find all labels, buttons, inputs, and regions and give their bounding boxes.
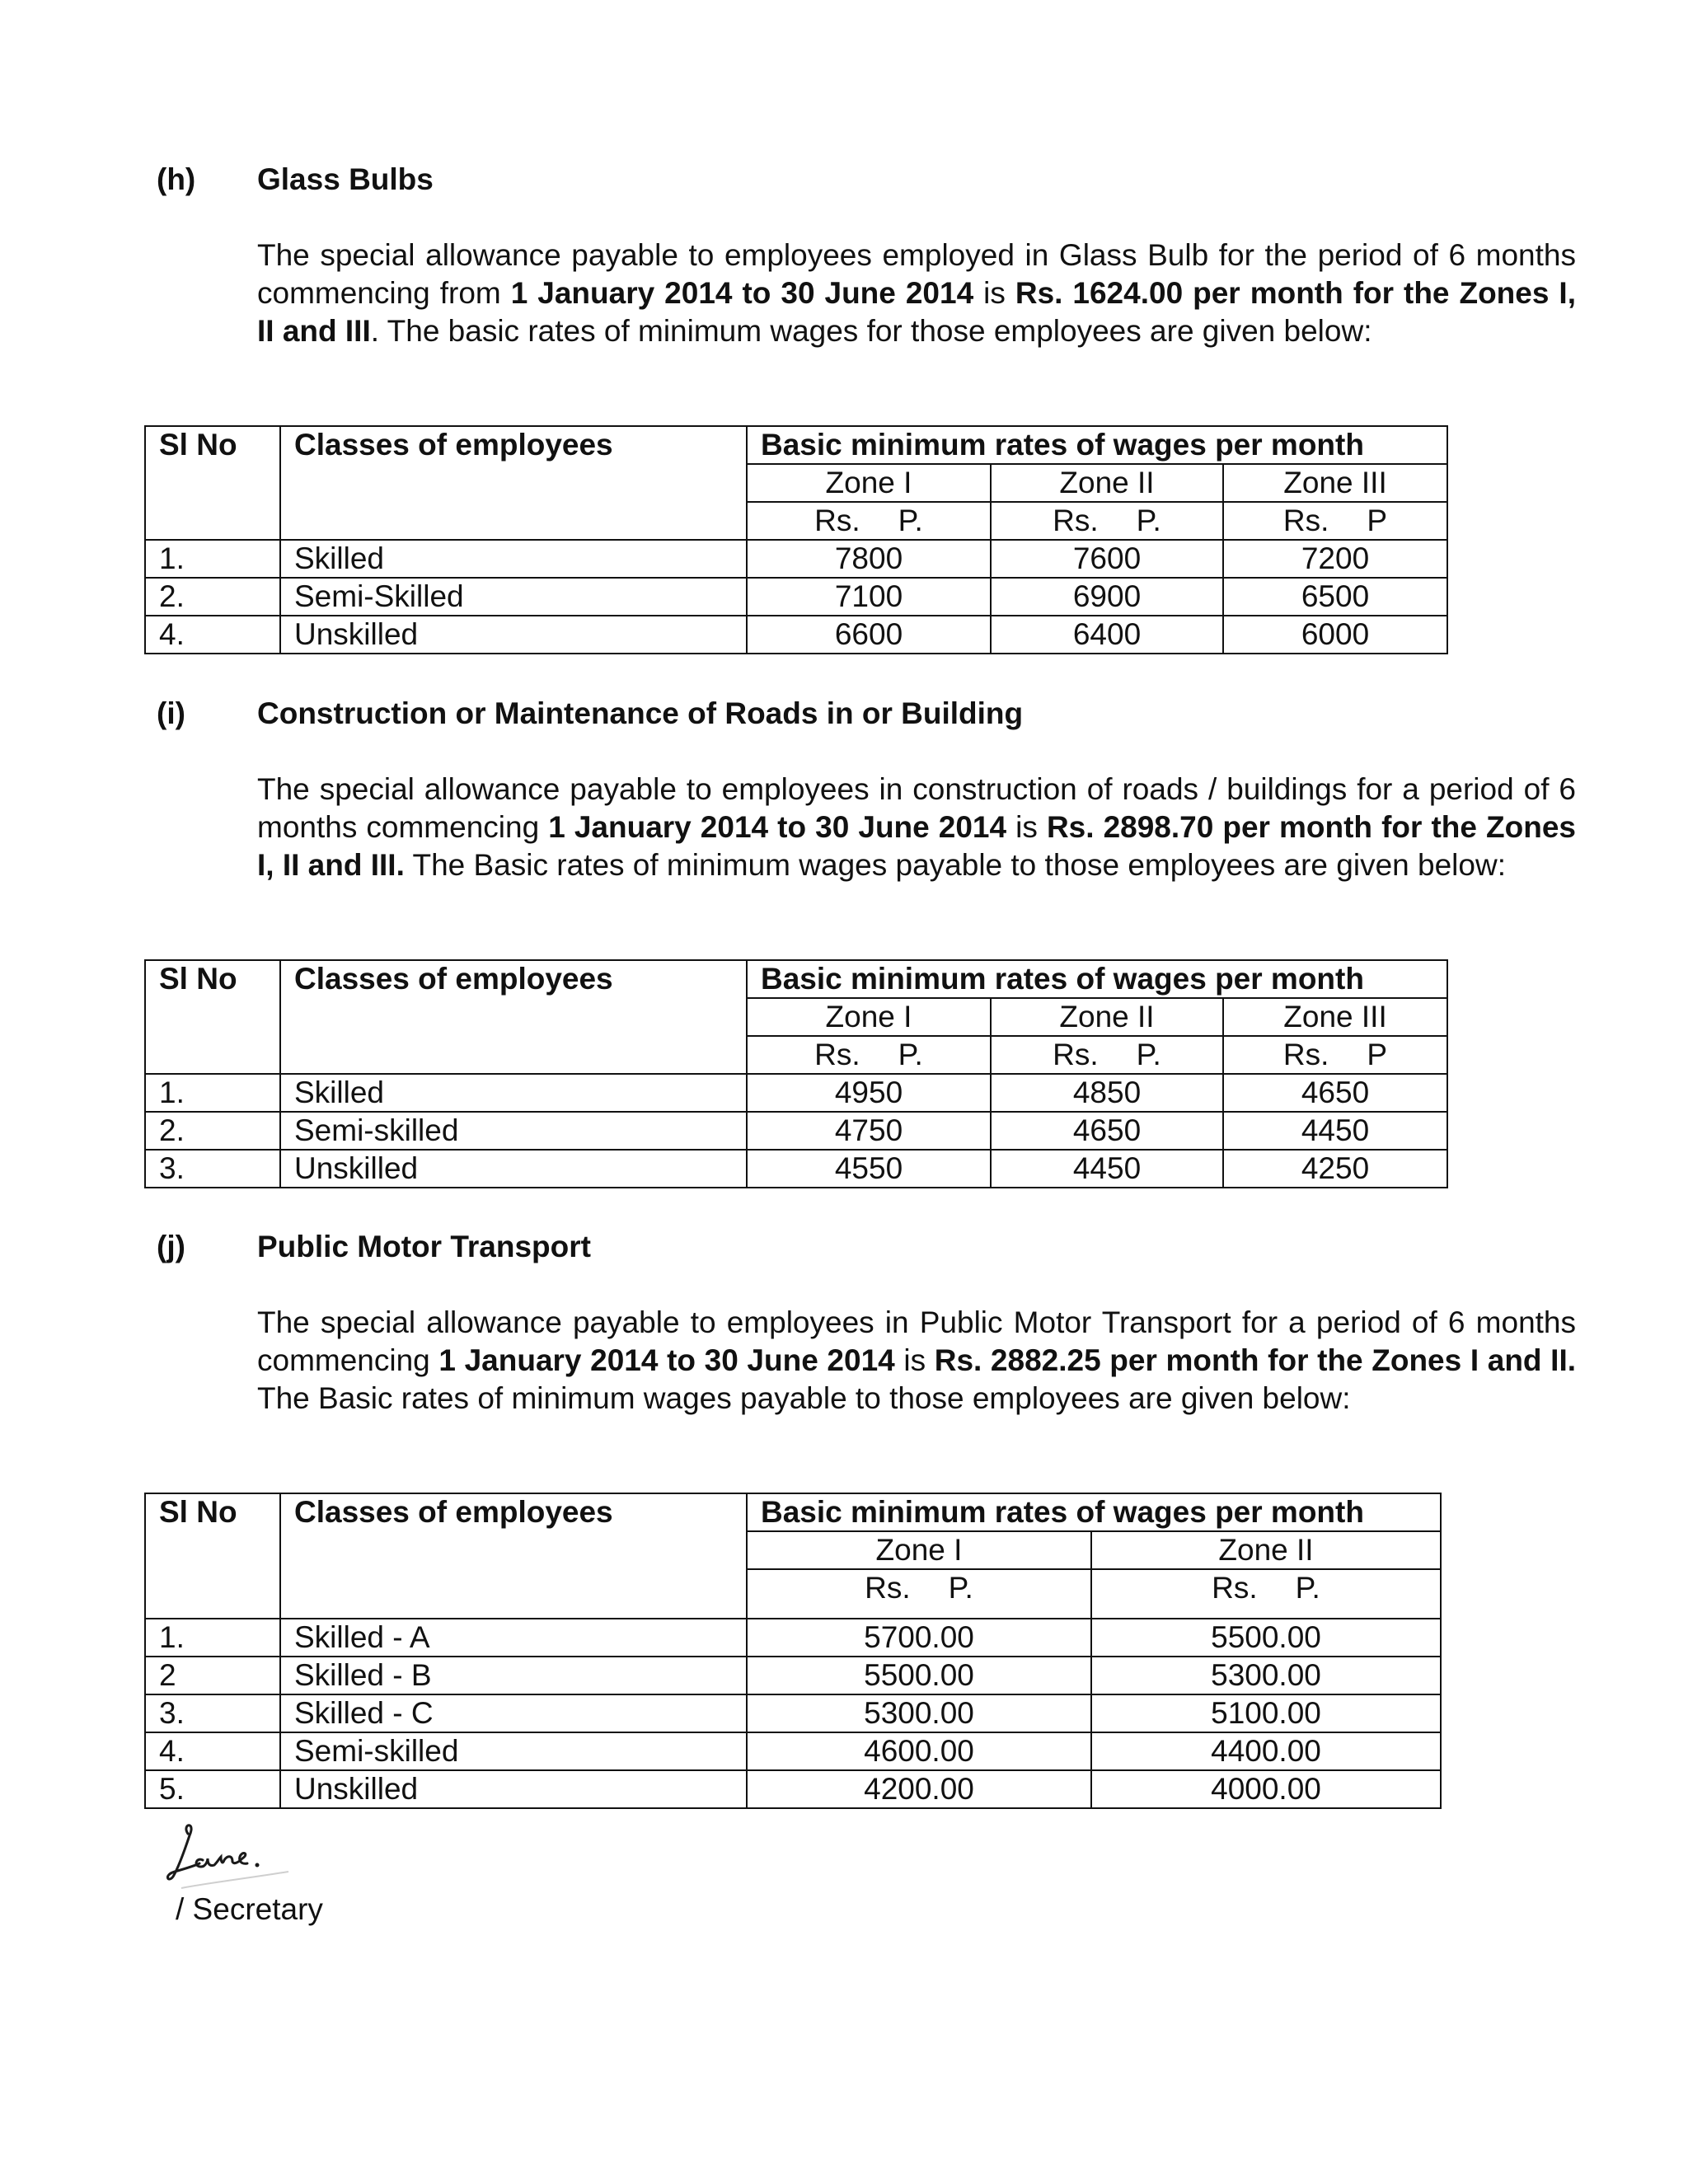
unit-p: P. [948, 1571, 973, 1605]
employee-class: Skilled - A [280, 1619, 747, 1657]
row-number: 4. [145, 616, 280, 654]
row-number: 1. [145, 1074, 280, 1112]
table-row [145, 1150, 1447, 1188]
wage-value: 6500 [1223, 578, 1447, 616]
row-number: 2. [145, 578, 280, 616]
wage-value: 4250 [1223, 1150, 1447, 1188]
wage-value: 5300.00 [1091, 1657, 1441, 1694]
unit-header [747, 1036, 991, 1074]
table-row [145, 578, 1447, 616]
row-number: 1. [145, 1619, 280, 1657]
employee-class: Unskilled [280, 1150, 747, 1188]
bold-text-run: 1 January 2014 to 30 June 2014 [438, 1343, 895, 1377]
row-number: 5. [145, 1770, 280, 1808]
wage-value: 4750 [747, 1112, 991, 1150]
row-number: 1. [145, 540, 280, 578]
unit-p: P [1367, 1038, 1388, 1071]
table-row [145, 1112, 1447, 1150]
signature-scrawl [157, 1817, 305, 1900]
wage-value: 4200.00 [747, 1770, 1091, 1808]
table-row [145, 616, 1447, 654]
section-paragraph [257, 1304, 1576, 1418]
table-row [145, 540, 1447, 578]
unit-header [1091, 1569, 1441, 1619]
employee-class: Semi-skilled [280, 1112, 747, 1150]
text-run: is [973, 276, 1015, 310]
section-letter: (h) [157, 162, 196, 196]
bold-text-run: Rs. 2898.70 per month for the Zones I, II and III. [257, 810, 1576, 882]
unit-p: P. [1295, 1571, 1320, 1605]
unit-p: P. [898, 1038, 923, 1071]
employee-class: Unskilled [280, 1770, 747, 1808]
section-letter: (i) [157, 696, 185, 730]
wage-value: 5500.00 [1091, 1619, 1441, 1657]
unit-rs: Rs. [814, 504, 860, 537]
row-number: 2 [145, 1657, 280, 1694]
column-header-classes: Classes of employees [280, 426, 747, 540]
zone-header: Zone II [991, 998, 1223, 1036]
column-header-rates: Basic minimum rates of wages per month [747, 1493, 1441, 1531]
zone-header: Zone II [1091, 1531, 1441, 1569]
zone-header: Zone III [1223, 998, 1447, 1036]
wage-value: 5300.00 [747, 1694, 1091, 1732]
unit-p: P. [1136, 504, 1161, 537]
unit-header [1223, 1036, 1447, 1074]
text-run: . The basic rates of minimum wages for those employees are given below: [370, 314, 1372, 348]
unit-rs: Rs. [1282, 1038, 1329, 1071]
unit-header [991, 502, 1223, 540]
unit-header [991, 1036, 1223, 1074]
section-paragraph [257, 237, 1576, 350]
column-header-sl-no: Sl No [145, 1493, 280, 1619]
column-header-rates: Basic minimum rates of wages per month [747, 960, 1447, 998]
row-number: 4. [145, 1732, 280, 1770]
column-header-rates: Basic minimum rates of wages per month [747, 426, 1447, 464]
wage-value: 5500.00 [747, 1657, 1091, 1694]
text-run: is [1006, 810, 1047, 844]
wage-value: 4000.00 [1091, 1770, 1441, 1808]
wage-value: 5100.00 [1091, 1694, 1441, 1732]
section-paragraph [257, 771, 1576, 884]
column-header-sl-no: Sl No [145, 426, 280, 540]
unit-header [747, 1569, 1091, 1619]
column-header-sl-no: Sl No [145, 960, 280, 1074]
wage-value: 7100 [747, 578, 991, 616]
wage-value: 7600 [991, 540, 1223, 578]
zone-header: Zone III [1223, 464, 1447, 502]
wages-table [144, 959, 1448, 1188]
section-title: Construction or Maintenance of Roads in or Building [257, 696, 1024, 730]
bold-text-run: Rs. 2882.25 per month for the Zones I and II. [934, 1343, 1577, 1377]
wage-value: 6600 [747, 616, 991, 654]
text-run: The Basic rates of minimum wages payable to those employees are given below: [257, 1381, 1351, 1415]
unit-rs: Rs. [1282, 504, 1329, 537]
unit-rs: Rs. [814, 1038, 860, 1071]
unit-p: P [1367, 504, 1388, 537]
wage-value: 4950 [747, 1074, 991, 1112]
wage-value: 4450 [991, 1150, 1223, 1188]
wages-table [144, 425, 1448, 654]
bold-text-run: 1 January 2014 to 30 June 2014 [510, 276, 974, 310]
signature-designation: / Secretary [176, 1892, 323, 1926]
table-row [145, 1732, 1441, 1770]
employee-class: Semi-Skilled [280, 578, 747, 616]
row-number: 2. [145, 1112, 280, 1150]
unit-rs: Rs. [1212, 1571, 1258, 1605]
wage-value: 6900 [991, 578, 1223, 616]
column-header-classes: Classes of employees [280, 1493, 747, 1619]
table-row [145, 1074, 1447, 1112]
unit-rs: Rs. [1053, 1038, 1099, 1071]
row-number: 3. [145, 1150, 280, 1188]
unit-header [747, 502, 991, 540]
wage-value: 4450 [1223, 1112, 1447, 1150]
wage-value: 7800 [747, 540, 991, 578]
text-run: The special allowance payable to employees in Public Motor Transport for a period of 6 months commencing [257, 1305, 1576, 1377]
text-run: The special allowance payable to employees in construction of roads / buildings for a period of 6 months commencing [257, 772, 1576, 844]
section-letter: (j) [157, 1230, 185, 1263]
text-run: The special allowance payable to employees employed in Glass Bulb for the period of 6 months commencing from [257, 238, 1576, 310]
section-title: Glass Bulbs [257, 162, 434, 196]
unit-header [1223, 502, 1447, 540]
employee-class: Skilled [280, 540, 747, 578]
zone-header: Zone I [747, 998, 991, 1036]
bold-text-run: 1 January 2014 to 30 June 2014 [548, 810, 1007, 844]
wage-value: 6000 [1223, 616, 1447, 654]
text-run: is [894, 1343, 935, 1377]
table-row [145, 1694, 1441, 1732]
wage-value: 7200 [1223, 540, 1447, 578]
wage-value: 4650 [991, 1112, 1223, 1150]
column-header-classes: Classes of employees [280, 960, 747, 1074]
row-number: 3. [145, 1694, 280, 1732]
section-title: Public Motor Transport [257, 1230, 591, 1263]
employee-class: Unskilled [280, 616, 747, 654]
employee-class: Skilled - C [280, 1694, 747, 1732]
table-row [145, 1770, 1441, 1808]
unit-rs: Rs. [865, 1571, 911, 1605]
table-row [145, 1619, 1441, 1657]
zone-header: Zone II [991, 464, 1223, 502]
wages-table [144, 1493, 1442, 1809]
employee-class: Semi-skilled [280, 1732, 747, 1770]
wage-value: 4600.00 [747, 1732, 1091, 1770]
wage-value: 4400.00 [1091, 1732, 1441, 1770]
table-row [145, 1657, 1441, 1694]
wage-value: 5700.00 [747, 1619, 1091, 1657]
unit-rs: Rs. [1053, 504, 1099, 537]
wage-value: 6400 [991, 616, 1223, 654]
unit-p: P. [1136, 1038, 1161, 1071]
employee-class: Skilled - B [280, 1657, 747, 1694]
text-run: The Basic rates of minimum wages payable to those employees are given below: [404, 848, 1506, 882]
wage-value: 4850 [991, 1074, 1223, 1112]
bold-text-run: Rs. 1624.00 per month for the Zones I, II and III [257, 276, 1576, 348]
employee-class: Skilled [280, 1074, 747, 1112]
zone-header: Zone I [747, 1531, 1091, 1569]
wage-value: 4550 [747, 1150, 991, 1188]
unit-p: P. [898, 504, 923, 537]
zone-header: Zone I [747, 464, 991, 502]
wage-value: 4650 [1223, 1074, 1447, 1112]
